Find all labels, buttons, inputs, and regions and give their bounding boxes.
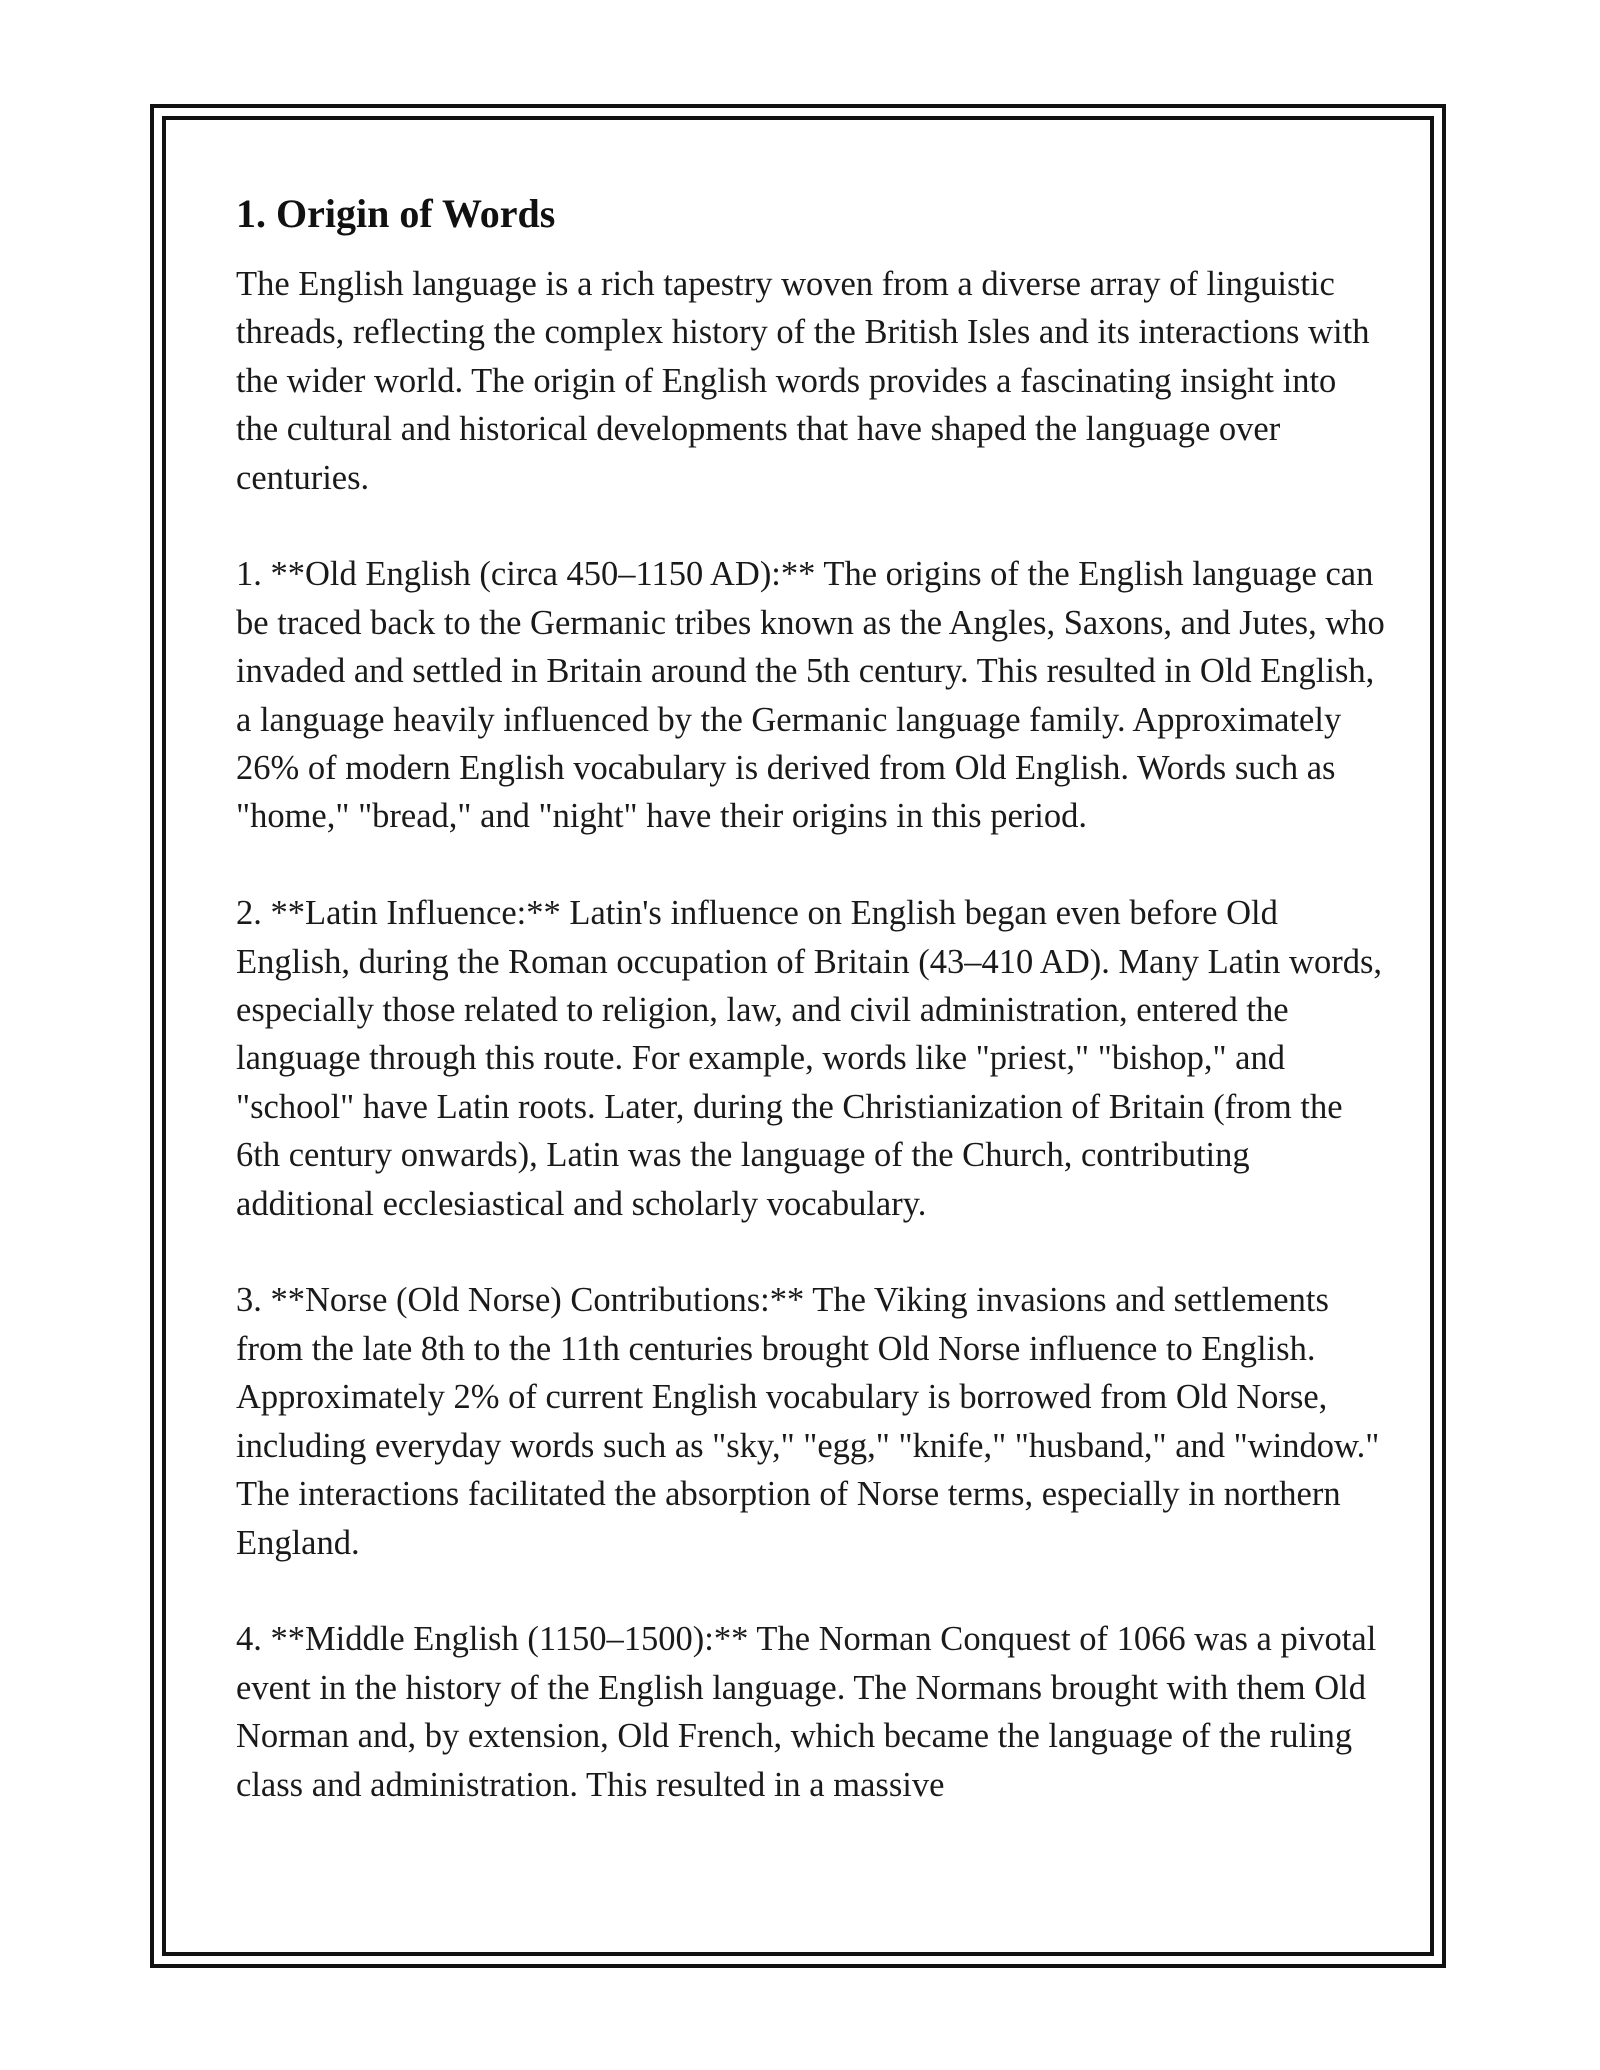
intro-paragraph: The English language is a rich tapestry woven from a diverse array of linguistic threads, reflecting the complex history of the British Isles and its interactions with the wider world. The origin of English words provides a fascinating insight into the cultural and historical developments that have shaped the language over centuries. — [236, 265, 1370, 497]
latin-influence-paragraph: 2. **Latin Influence:** Latin's influence on English began even before Old English, during the Roman occupation of Britain (43–410 AD). Many Latin words, especially those related to religion, law, and civil administration, entered the language through this route. For example, words like "priest," "bishop," and "school" have Latin roots. Later, during the Christianization of Britain (from the 6th century onwards), Latin was the language of the Church, contributing additional ecclesiastical and scholarly vocabulary. — [236, 894, 1382, 1223]
document-body — [236, 186, 1386, 1809]
section-title: 1. Origin of Words — [236, 191, 556, 236]
middle-english-paragraph: 4. **Middle English (1150–1500):** The Norman Conquest of 1066 was a pivotal event in the history of the English language. The Normans brought with them Old Norman and, by extension, Old French, which became the language of the ruling class and administration. This resulted in a massive — [236, 1620, 1377, 1804]
norse-contributions-paragraph: 3. **Norse (Old Norse) Contributions:** The Viking invasions and settlements from the late 8th to the 11th centuries brought Old Norse influence to English. Approximately 2% of current English vocabulary is borrowed from Old Norse, including everyday words such as "sky," "egg," "knife," "husband," and "window." The interactions facilitated the absorption of Norse terms, especially in northern England. — [236, 1281, 1380, 1562]
old-english-paragraph: 1. **Old English (circa 450–1150 AD):** The origins of the English language can be traced back to the Germanic tribes known as the Angles, Saxons, and Jutes, who invaded and settled in Britain around the 5th century. This resulted in Old English, a language heavily influenced by the Germanic language family. Approximately 26% of modern English vocabulary is derived from Old English. Words such as "home," "bread," and "night" have their origins in this period. — [236, 555, 1385, 836]
